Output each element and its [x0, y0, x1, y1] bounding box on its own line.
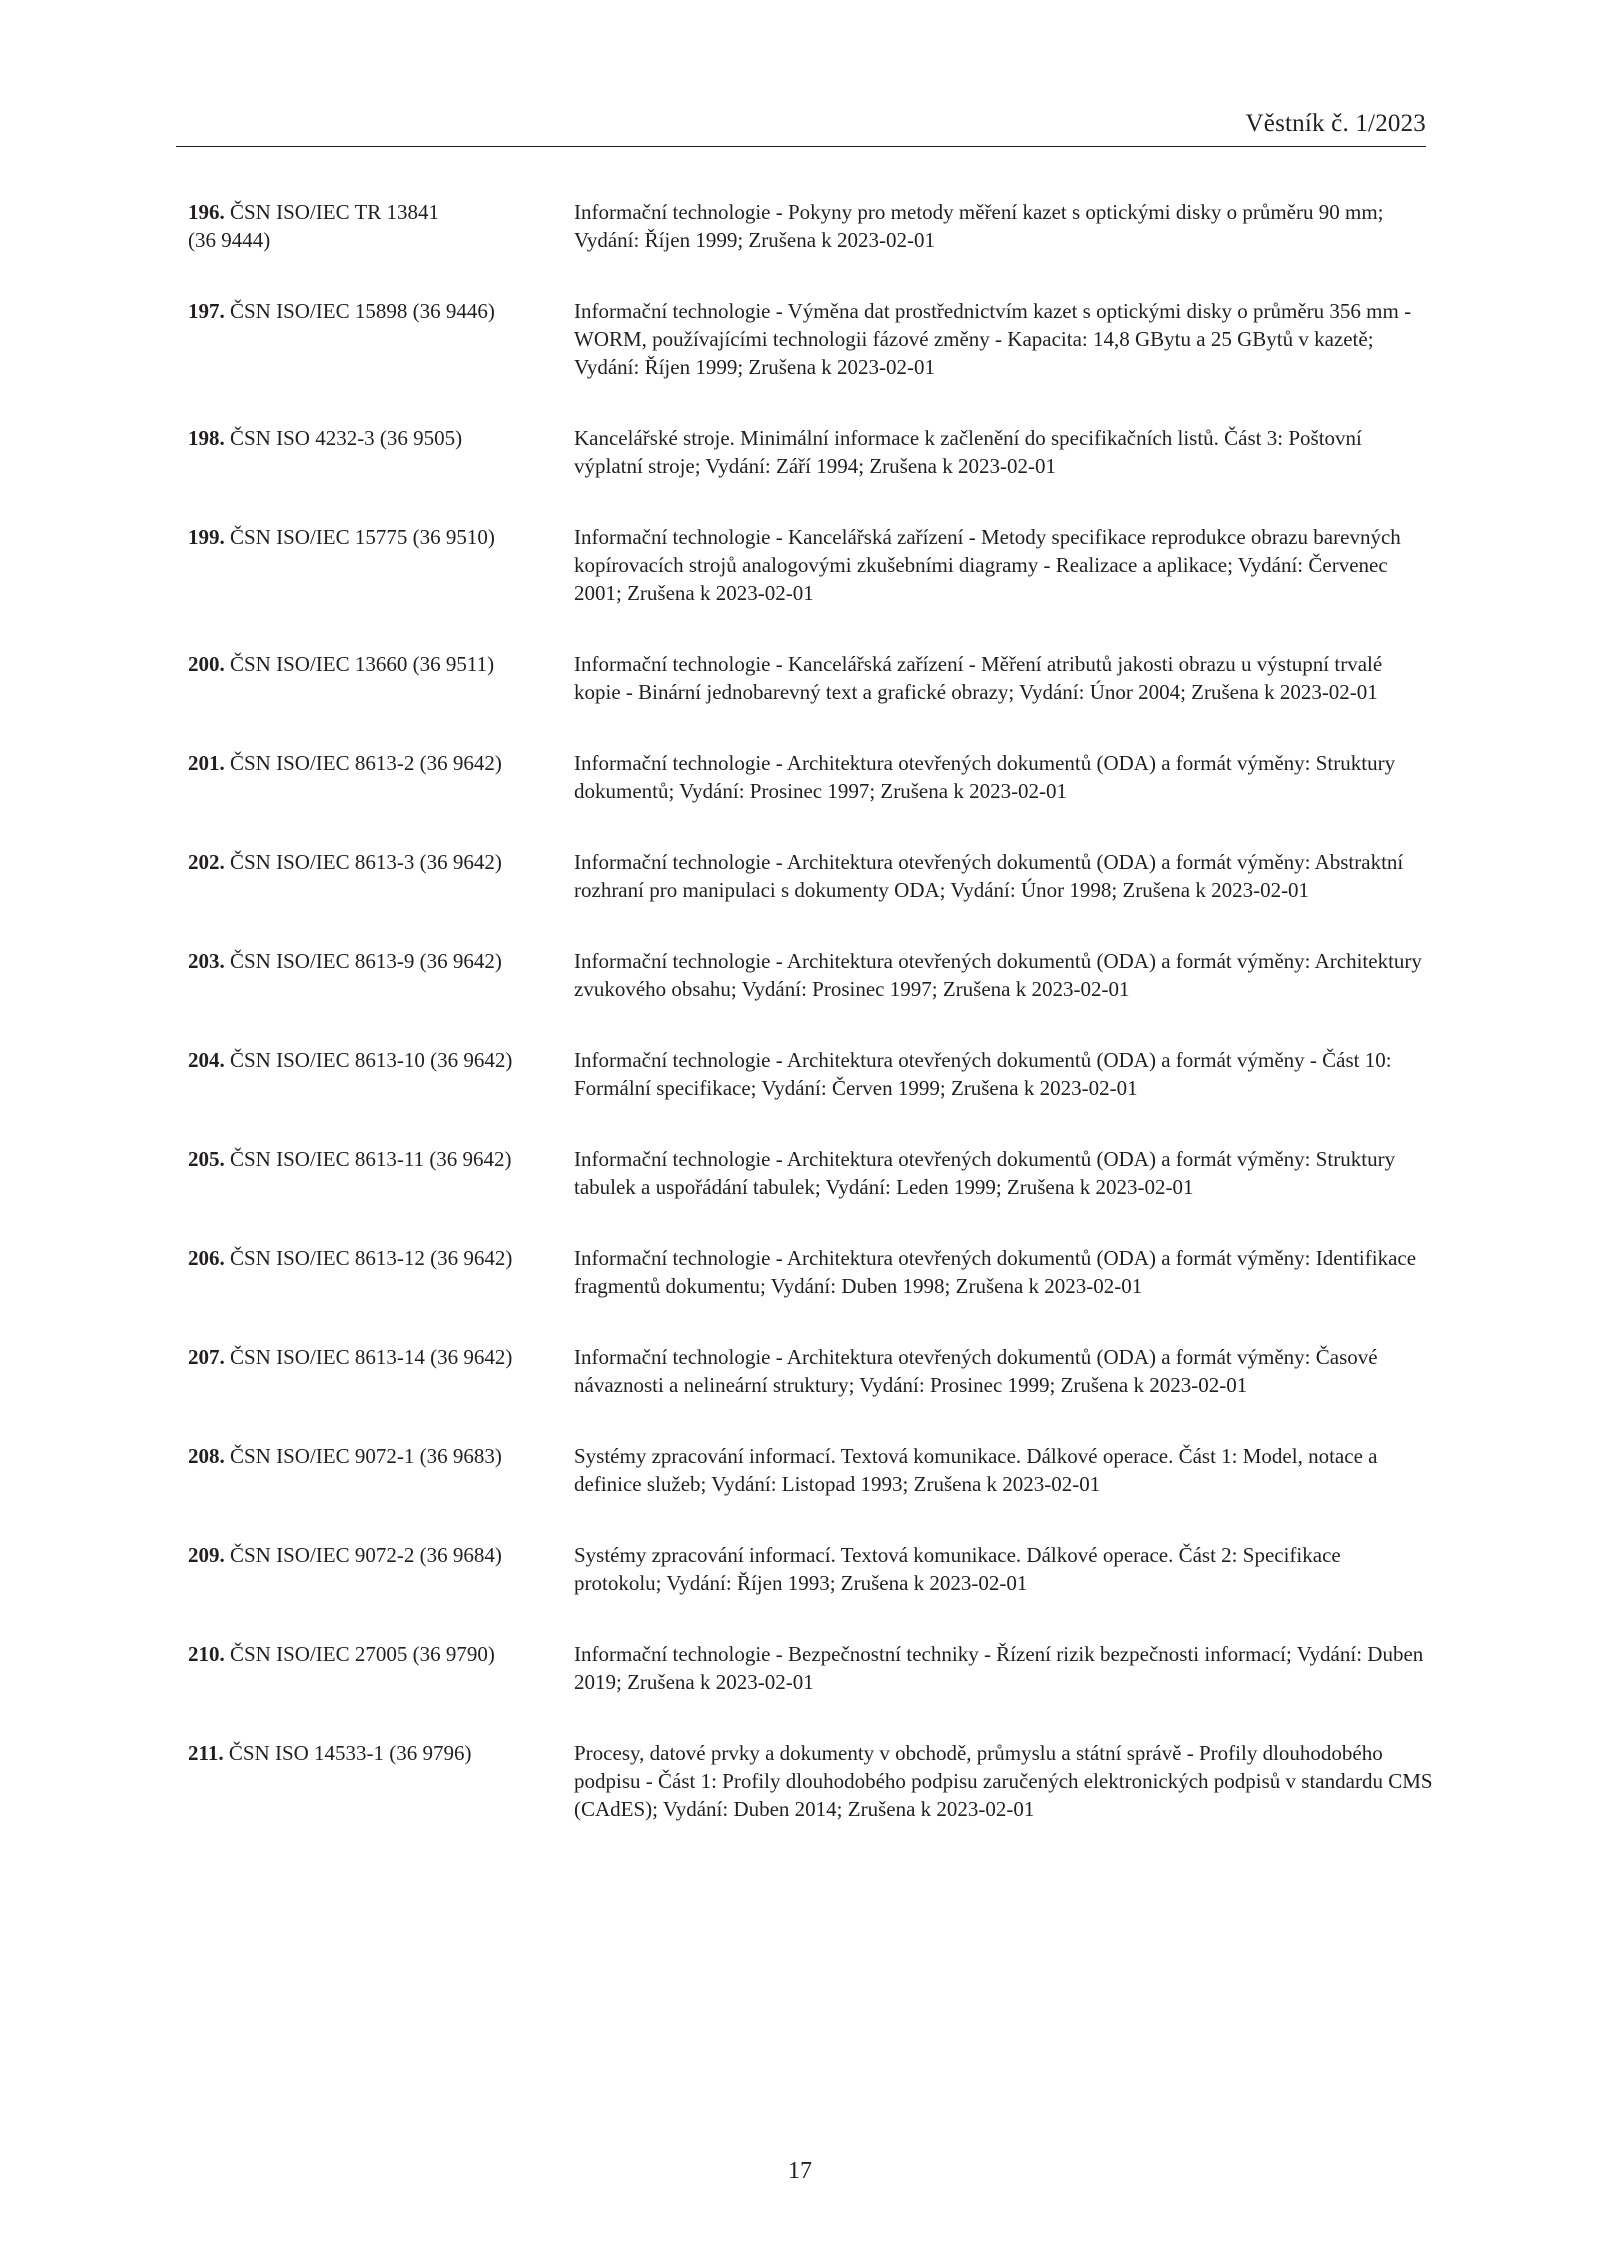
standard-description: Kancelářské stroje. Minimální informace k začlenění do specifikačních listů. Část 3: Poštovní výplatní stroje; Vydání: Září 1994; Zrušena k 2023-02-01 — [574, 426, 1362, 478]
standard-designation — [188, 848, 574, 876]
standard-designation — [188, 1046, 574, 1074]
list-item — [188, 650, 1433, 706]
list-item — [188, 424, 1433, 480]
standard-code: ČSN ISO/IEC 27005 (36 9790) — [224, 1642, 495, 1666]
standard-code: ČSN ISO/IEC 8613-3 (36 9642) — [224, 850, 502, 874]
standards-list — [188, 198, 1433, 1866]
list-item — [188, 523, 1433, 607]
item-number: 208. — [188, 1444, 225, 1468]
standard-designation — [188, 523, 574, 551]
item-number: 202. — [188, 850, 225, 874]
standard-code: ČSN ISO/IEC 8613-12 (36 9642) — [224, 1246, 513, 1270]
list-item — [188, 947, 1433, 1003]
standard-description: Systémy zpracování informací. Textová komunikace. Dálkové operace. Část 1: Model, notace a definice služeb; Vydání: Listopad 1993; Zrušena k 2023-02-01 — [574, 1444, 1378, 1496]
standard-designation — [188, 424, 574, 452]
standard-code: ČSN ISO/IEC 8613-10 (36 9642) — [224, 1048, 513, 1072]
standard-code: ČSN ISO 4232-3 (36 9505) — [224, 426, 463, 450]
standard-code: ČSN ISO/IEC 9072-1 (36 9683) — [224, 1444, 502, 1468]
item-number: 209. — [188, 1543, 225, 1567]
list-item — [188, 297, 1433, 381]
standard-designation — [188, 297, 574, 325]
list-item — [188, 198, 1433, 254]
item-number: 210. — [188, 1642, 225, 1666]
standard-description: Informační technologie - Bezpečnostní techniky - Řízení rizik bezpečnosti informací; Vydání: Duben 2019; Zrušena k 2023-02-01 — [574, 1642, 1424, 1694]
item-number: 196. — [188, 200, 225, 224]
standard-designation — [188, 749, 574, 777]
item-number: 199. — [188, 525, 225, 549]
standard-code: ČSN ISO/IEC 8613-2 (36 9642) — [224, 751, 502, 775]
standard-code: ČSN ISO 14533-1 (36 9796) — [223, 1741, 472, 1765]
item-number: 204. — [188, 1048, 225, 1072]
standard-code: ČSN ISO/IEC 8613-9 (36 9642) — [224, 949, 502, 973]
standard-description: Informační technologie - Výměna dat prostřednictvím kazet s optickými disky o průměru 356 mm - WORM, používajícími technologii fázové změny - Kapacita: 14,8 GBytu a 25 GBytů v kazetě; Vydání: Říjen 1999; Zrušena k 2023-02-01 — [574, 299, 1412, 379]
standard-description: Informační technologie - Pokyny pro metody měření kazet s optickými disky o průměru 90 mm; Vydání: Říjen 1999; Zrušena k 2023-02-01 — [574, 200, 1384, 252]
list-item — [188, 848, 1433, 904]
standard-designation — [188, 1442, 574, 1470]
standard-code: ČSN ISO/IEC 15898 (36 9446) — [224, 299, 495, 323]
item-number: 207. — [188, 1345, 225, 1369]
list-item — [188, 1442, 1433, 1498]
list-item — [188, 1343, 1433, 1399]
page-number: 17 — [788, 2158, 812, 2184]
standard-description: Informační technologie - Architektura otevřených dokumentů (ODA) a formát výměny: Identifikace fragmentů dokumentu; Vydání: Duben 1998; Zrušena k 2023-02-01 — [574, 1246, 1417, 1298]
standard-description: Informační technologie - Architektura otevřených dokumentů (ODA) a formát výměny - Část 10: Formální specifikace; Vydání: Červen 1999; Zrušena k 2023-02-01 — [574, 1048, 1392, 1100]
standard-description: Informační technologie - Architektura otevřených dokumentů (ODA) a formát výměny: Struktury tabulek a uspořádání tabulek; Vydání: Leden 1999; Zrušena k 2023-02-01 — [574, 1147, 1396, 1199]
standard-description: Informační technologie - Kancelářská zařízení - Metody specifikace reprodukce obrazu barevných kopírovacích strojů analogovými zkušebními diagramy - Realizace a aplikace; Vydání: Červenec 2001; Zrušena k 2023-02-01 — [574, 525, 1401, 605]
standard-code: ČSN ISO/IEC 15775 (36 9510) — [224, 525, 495, 549]
standard-designation — [188, 1244, 574, 1272]
item-number: 203. — [188, 949, 225, 973]
standard-designation — [188, 947, 574, 975]
list-item — [188, 1145, 1433, 1201]
standard-description: Informační technologie - Kancelářská zařízení - Měření atributů jakosti obrazu u výstupní trvalé kopie - Binární jednobarevný text a grafické obrazy; Vydání: Únor 2004; Zrušena k 2023-02-01 — [574, 652, 1383, 704]
standard-description: Informační technologie - Architektura otevřených dokumentů (ODA) a formát výměny: Architektury zvukového obsahu; Vydání: Prosinec 1997; Zrušena k 2023-02-01 — [574, 949, 1422, 1001]
standard-description: Informační technologie - Architektura otevřených dokumentů (ODA) a formát výměny: Časové návaznosti a nelineární struktury; Vydání: Prosinec 1999; Zrušena k 2023-02-01 — [574, 1345, 1378, 1397]
standard-code: ČSN ISO/IEC 8613-11 (36 9642) — [224, 1147, 512, 1171]
list-item — [188, 1739, 1433, 1823]
standard-code: ČSN ISO/IEC 9072-2 (36 9684) — [224, 1543, 502, 1567]
item-number: 211. — [188, 1741, 224, 1765]
item-number: 197. — [188, 299, 225, 323]
standard-designation — [188, 1343, 574, 1371]
standard-description: Systémy zpracování informací. Textová komunikace. Dálkové operace. Část 2: Specifikace protokolu; Vydání: Říjen 1993; Zrušena k 2023-02-01 — [574, 1543, 1341, 1595]
standard-designation — [188, 198, 574, 254]
standard-code: ČSN ISO/IEC 13660 (36 9511) — [224, 652, 495, 676]
item-number: 205. — [188, 1147, 225, 1171]
list-item — [188, 1640, 1433, 1696]
standard-designation — [188, 1541, 574, 1569]
standard-description: Informační technologie - Architektura otevřených dokumentů (ODA) a formát výměny: Abstraktní rozhraní pro manipulaci s dokumenty ODA; Vydání: Únor 1998; Zrušena k 2023-02-01 — [574, 850, 1404, 902]
standard-code: ČSN ISO/IEC 8613-14 (36 9642) — [224, 1345, 513, 1369]
standard-code: ČSN ISO/IEC TR 13841 (36 9444) — [188, 200, 440, 252]
list-item — [188, 1541, 1433, 1597]
standard-description: Procesy, datové prvky a dokumenty v obchodě, průmyslu a státní správě - Profily dlouhodobého podpisu - Část 1: Profily dlouhodobého podpisu zaručených elektronických podpisů v standardu CMS (CAdES); Vydání: Duben 2014; Zrušena k 2023-02-01 — [574, 1741, 1433, 1821]
standard-designation — [188, 650, 574, 678]
item-number: 198. — [188, 426, 225, 450]
page-header — [176, 108, 1426, 147]
item-number: 201. — [188, 751, 225, 775]
item-number: 206. — [188, 1246, 225, 1270]
list-item — [188, 749, 1433, 805]
standard-designation — [188, 1640, 574, 1668]
list-item — [188, 1046, 1433, 1102]
standard-description: Informační technologie - Architektura otevřených dokumentů (ODA) a formát výměny: Struktury dokumentů; Vydání: Prosinec 1997; Zrušena k 2023-02-01 — [574, 751, 1396, 803]
standard-designation — [188, 1145, 574, 1173]
journal-title: Věstník č. 1/2023 — [1245, 110, 1426, 137]
standard-designation — [188, 1739, 574, 1767]
item-number: 200. — [188, 652, 225, 676]
list-item — [188, 1244, 1433, 1300]
